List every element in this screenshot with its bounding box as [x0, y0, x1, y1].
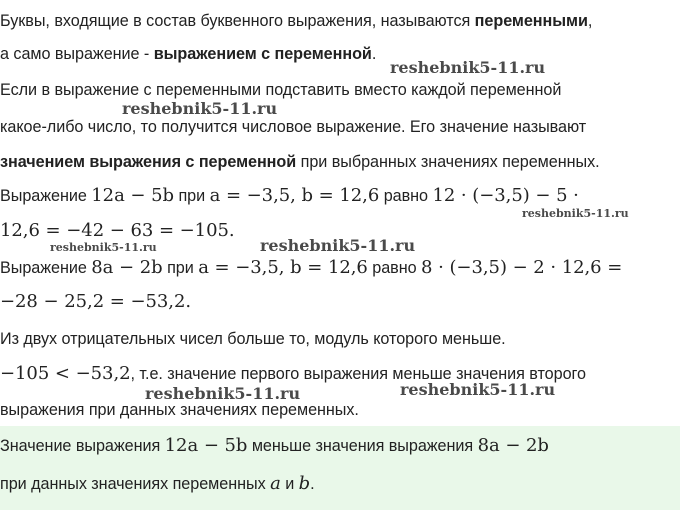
answer-text: Значение выражения	[0, 437, 165, 455]
example2-line1	[0, 257, 680, 279]
watermark: reshebnik5-11.ru	[260, 236, 416, 255]
comparison-line2	[0, 363, 680, 385]
word-equals: равно	[383, 187, 428, 205]
inequality: −105 < −53,2	[0, 363, 131, 384]
calculation-result: 12,6 = −42 − 63 = −105.	[0, 220, 235, 241]
answer-expression2: 8a − 2b	[477, 435, 549, 456]
definition-text: Буквы, входящие в состав буквенного выражения, называются	[0, 12, 475, 30]
expression-12a-5b: 12a − 5b	[91, 185, 175, 206]
watermark: reshebnik5-11.ru	[145, 384, 301, 403]
example1-line1	[0, 185, 680, 207]
paragraph1-line1	[0, 10, 680, 32]
paragraph2-line3	[0, 151, 680, 173]
word-at: при	[178, 187, 206, 205]
watermark: reshebnik5-11.ru	[522, 207, 629, 220]
calculation-part1: 12 · (−3,5) − 5 ·	[432, 185, 579, 206]
comparison-line3: выражения при данных значениях переменных.	[0, 401, 359, 419]
example2-line2	[0, 291, 680, 313]
paragraph2-line2: какое-либо число, то получится числовое выражение. Его значение называют	[0, 118, 587, 136]
paragraph1-line2	[0, 43, 680, 65]
variable-values: a = −3,5, b = 12,6	[209, 185, 380, 206]
variable-a: a	[270, 473, 281, 494]
answer-text: при данных значениях переменных	[0, 475, 271, 493]
answer-expression1: 12a − 5b	[164, 435, 248, 456]
word-at: при	[167, 259, 194, 277]
answer-line1	[0, 435, 680, 457]
variable-b: b	[298, 473, 311, 494]
word-equals: равно	[372, 259, 417, 277]
expression-8a-2b: 8a − 2b	[91, 257, 163, 278]
example-label: Выражение	[0, 187, 87, 205]
calculation-part1: 8 · (−3,5) − 2 · 12,6 =	[421, 257, 623, 278]
comparison-rule: Из двух отрицательных чисел больше то, модуль которого меньше.	[0, 330, 506, 348]
word-and: и	[280, 475, 299, 493]
term-expression-with-variable: выражением с переменной	[153, 45, 372, 63]
calculation-result: −28 − 25,2 = −53,2.	[0, 291, 192, 312]
comparison-text: , т.е. значение первого выражения меньше значения второго	[130, 365, 586, 383]
definition-text: при выбранных значениях переменных.	[296, 153, 600, 171]
punctuation: .	[371, 45, 377, 63]
answer-text: меньше значения выражения	[247, 437, 478, 455]
example-label: Выражение	[0, 259, 87, 277]
watermark: reshebnik5-11.ru	[390, 58, 546, 77]
paragraph2-line1: Если в выражение с переменными подставить вместо каждой переменной	[0, 81, 562, 99]
term-variables: переменными	[474, 12, 588, 30]
definition-text: а само выражение -	[0, 45, 154, 63]
answer-line2	[0, 473, 680, 495]
punctuation: ,	[587, 12, 593, 30]
watermark: reshebnik5-11.ru	[122, 99, 278, 118]
punctuation: .	[310, 475, 315, 493]
watermark: reshebnik5-11.ru	[400, 380, 556, 399]
term-expression-value: значением выражения с переменной	[0, 153, 297, 171]
variable-values: a = −3,5, b = 12,6	[198, 257, 368, 278]
watermark: reshebnik5-11.ru	[50, 241, 157, 254]
